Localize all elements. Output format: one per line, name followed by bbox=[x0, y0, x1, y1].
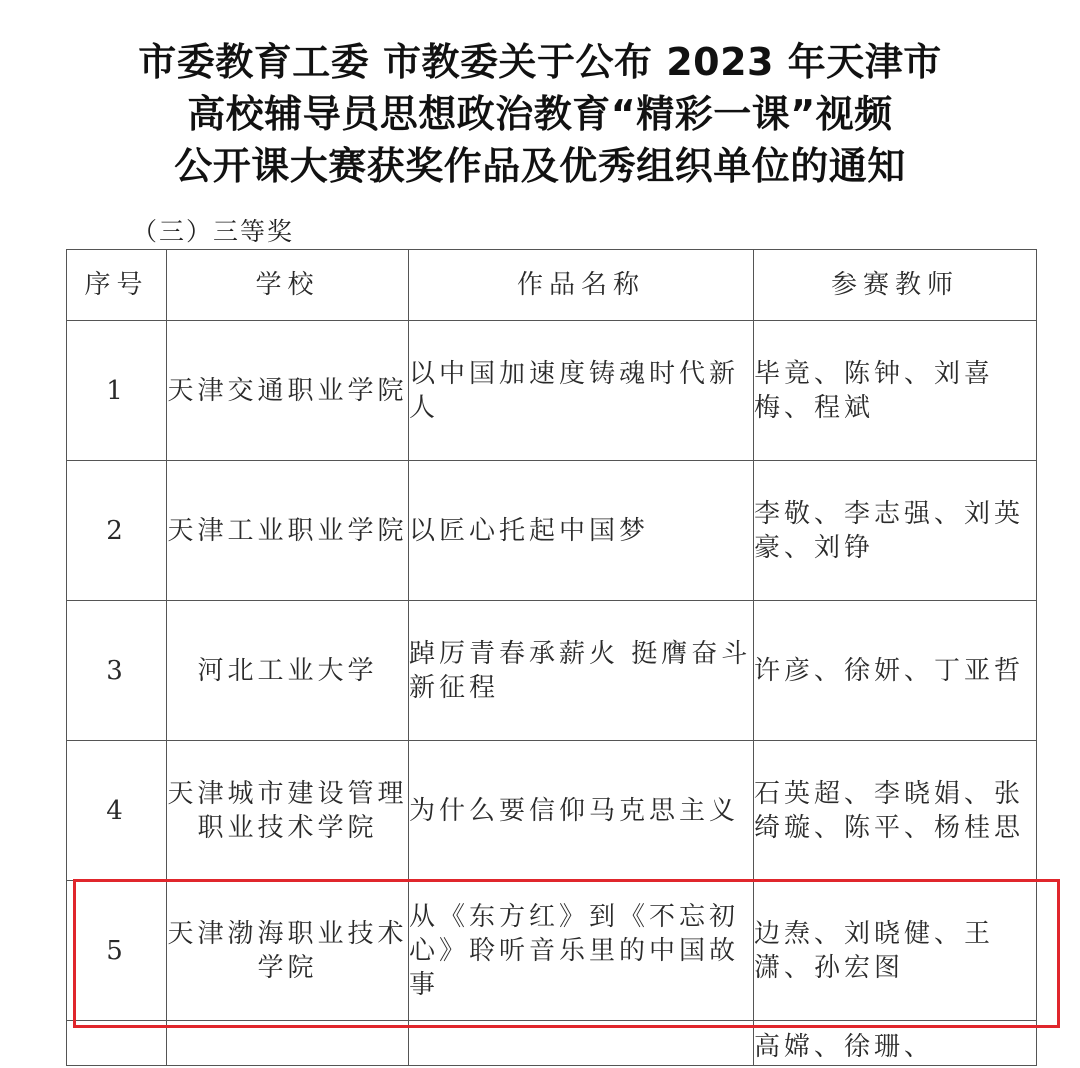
row-work: 以中国加速度铸魂时代新人 bbox=[409, 321, 754, 461]
row-school: 天津工业职业学院 bbox=[167, 461, 409, 601]
row-school: 天津交通职业学院 bbox=[167, 321, 409, 461]
row-teachers: 石英超、李晓娟、张绮璇、陈平、杨桂思 bbox=[754, 741, 1037, 881]
section-label: （三）三等奖 bbox=[132, 217, 295, 246]
row-seq: 5 bbox=[67, 881, 167, 1021]
awards-table bbox=[66, 249, 1037, 1066]
table-row bbox=[67, 321, 1037, 461]
title-line-2: 高校辅导员思想政治教育“精彩一课”视频 bbox=[187, 92, 893, 136]
row-teachers: 李敬、李志强、刘英豪、刘铮 bbox=[754, 461, 1037, 601]
table-row bbox=[67, 601, 1037, 741]
table-row bbox=[67, 461, 1037, 601]
row-teachers: 高嫦、徐珊、 bbox=[754, 1021, 1037, 1066]
header-teachers: 参赛教师 bbox=[754, 250, 1037, 321]
row-teachers: 边焘、刘晓健、王潇、孙宏图 bbox=[754, 881, 1037, 1021]
row-school: 天津城市建设管理职业技术学院 bbox=[167, 741, 409, 881]
header-school: 学校 bbox=[167, 250, 409, 321]
row-work: 以匠心托起中国梦 bbox=[409, 461, 754, 601]
title-line-1: 市委教育工委 市教委关于公布 2023 年天津市 bbox=[138, 40, 942, 84]
row-seq bbox=[67, 1021, 167, 1066]
table-row bbox=[67, 741, 1037, 881]
row-work: 为什么要信仰马克思主义 bbox=[409, 741, 754, 881]
row-work: 踔厉青春承薪火 挺膺奋斗新征程 bbox=[409, 601, 754, 741]
row-seq: 2 bbox=[67, 461, 167, 601]
header-seq: 序号 bbox=[67, 250, 167, 321]
row-school bbox=[167, 1021, 409, 1066]
row-work bbox=[409, 1021, 754, 1066]
table-row-highlighted bbox=[67, 881, 1037, 1021]
row-school: 河北工业大学 bbox=[167, 601, 409, 741]
table-row-partial bbox=[67, 1021, 1037, 1066]
row-seq: 1 bbox=[67, 321, 167, 461]
row-seq: 3 bbox=[67, 601, 167, 741]
row-work: 从《东方红》到《不忘初心》聆听音乐里的中国故事 bbox=[409, 881, 754, 1021]
row-school: 天津渤海职业技术学院 bbox=[167, 881, 409, 1021]
table-header-row bbox=[67, 250, 1037, 321]
row-teachers: 毕竟、陈钟、刘喜梅、程斌 bbox=[754, 321, 1037, 461]
document-title bbox=[0, 36, 1080, 192]
row-seq: 4 bbox=[67, 741, 167, 881]
title-line-3: 公开课大赛获奖作品及优秀组织单位的通知 bbox=[174, 144, 906, 188]
row-teachers: 许彦、徐妍、丁亚哲 bbox=[754, 601, 1037, 741]
header-work: 作品名称 bbox=[409, 250, 754, 321]
